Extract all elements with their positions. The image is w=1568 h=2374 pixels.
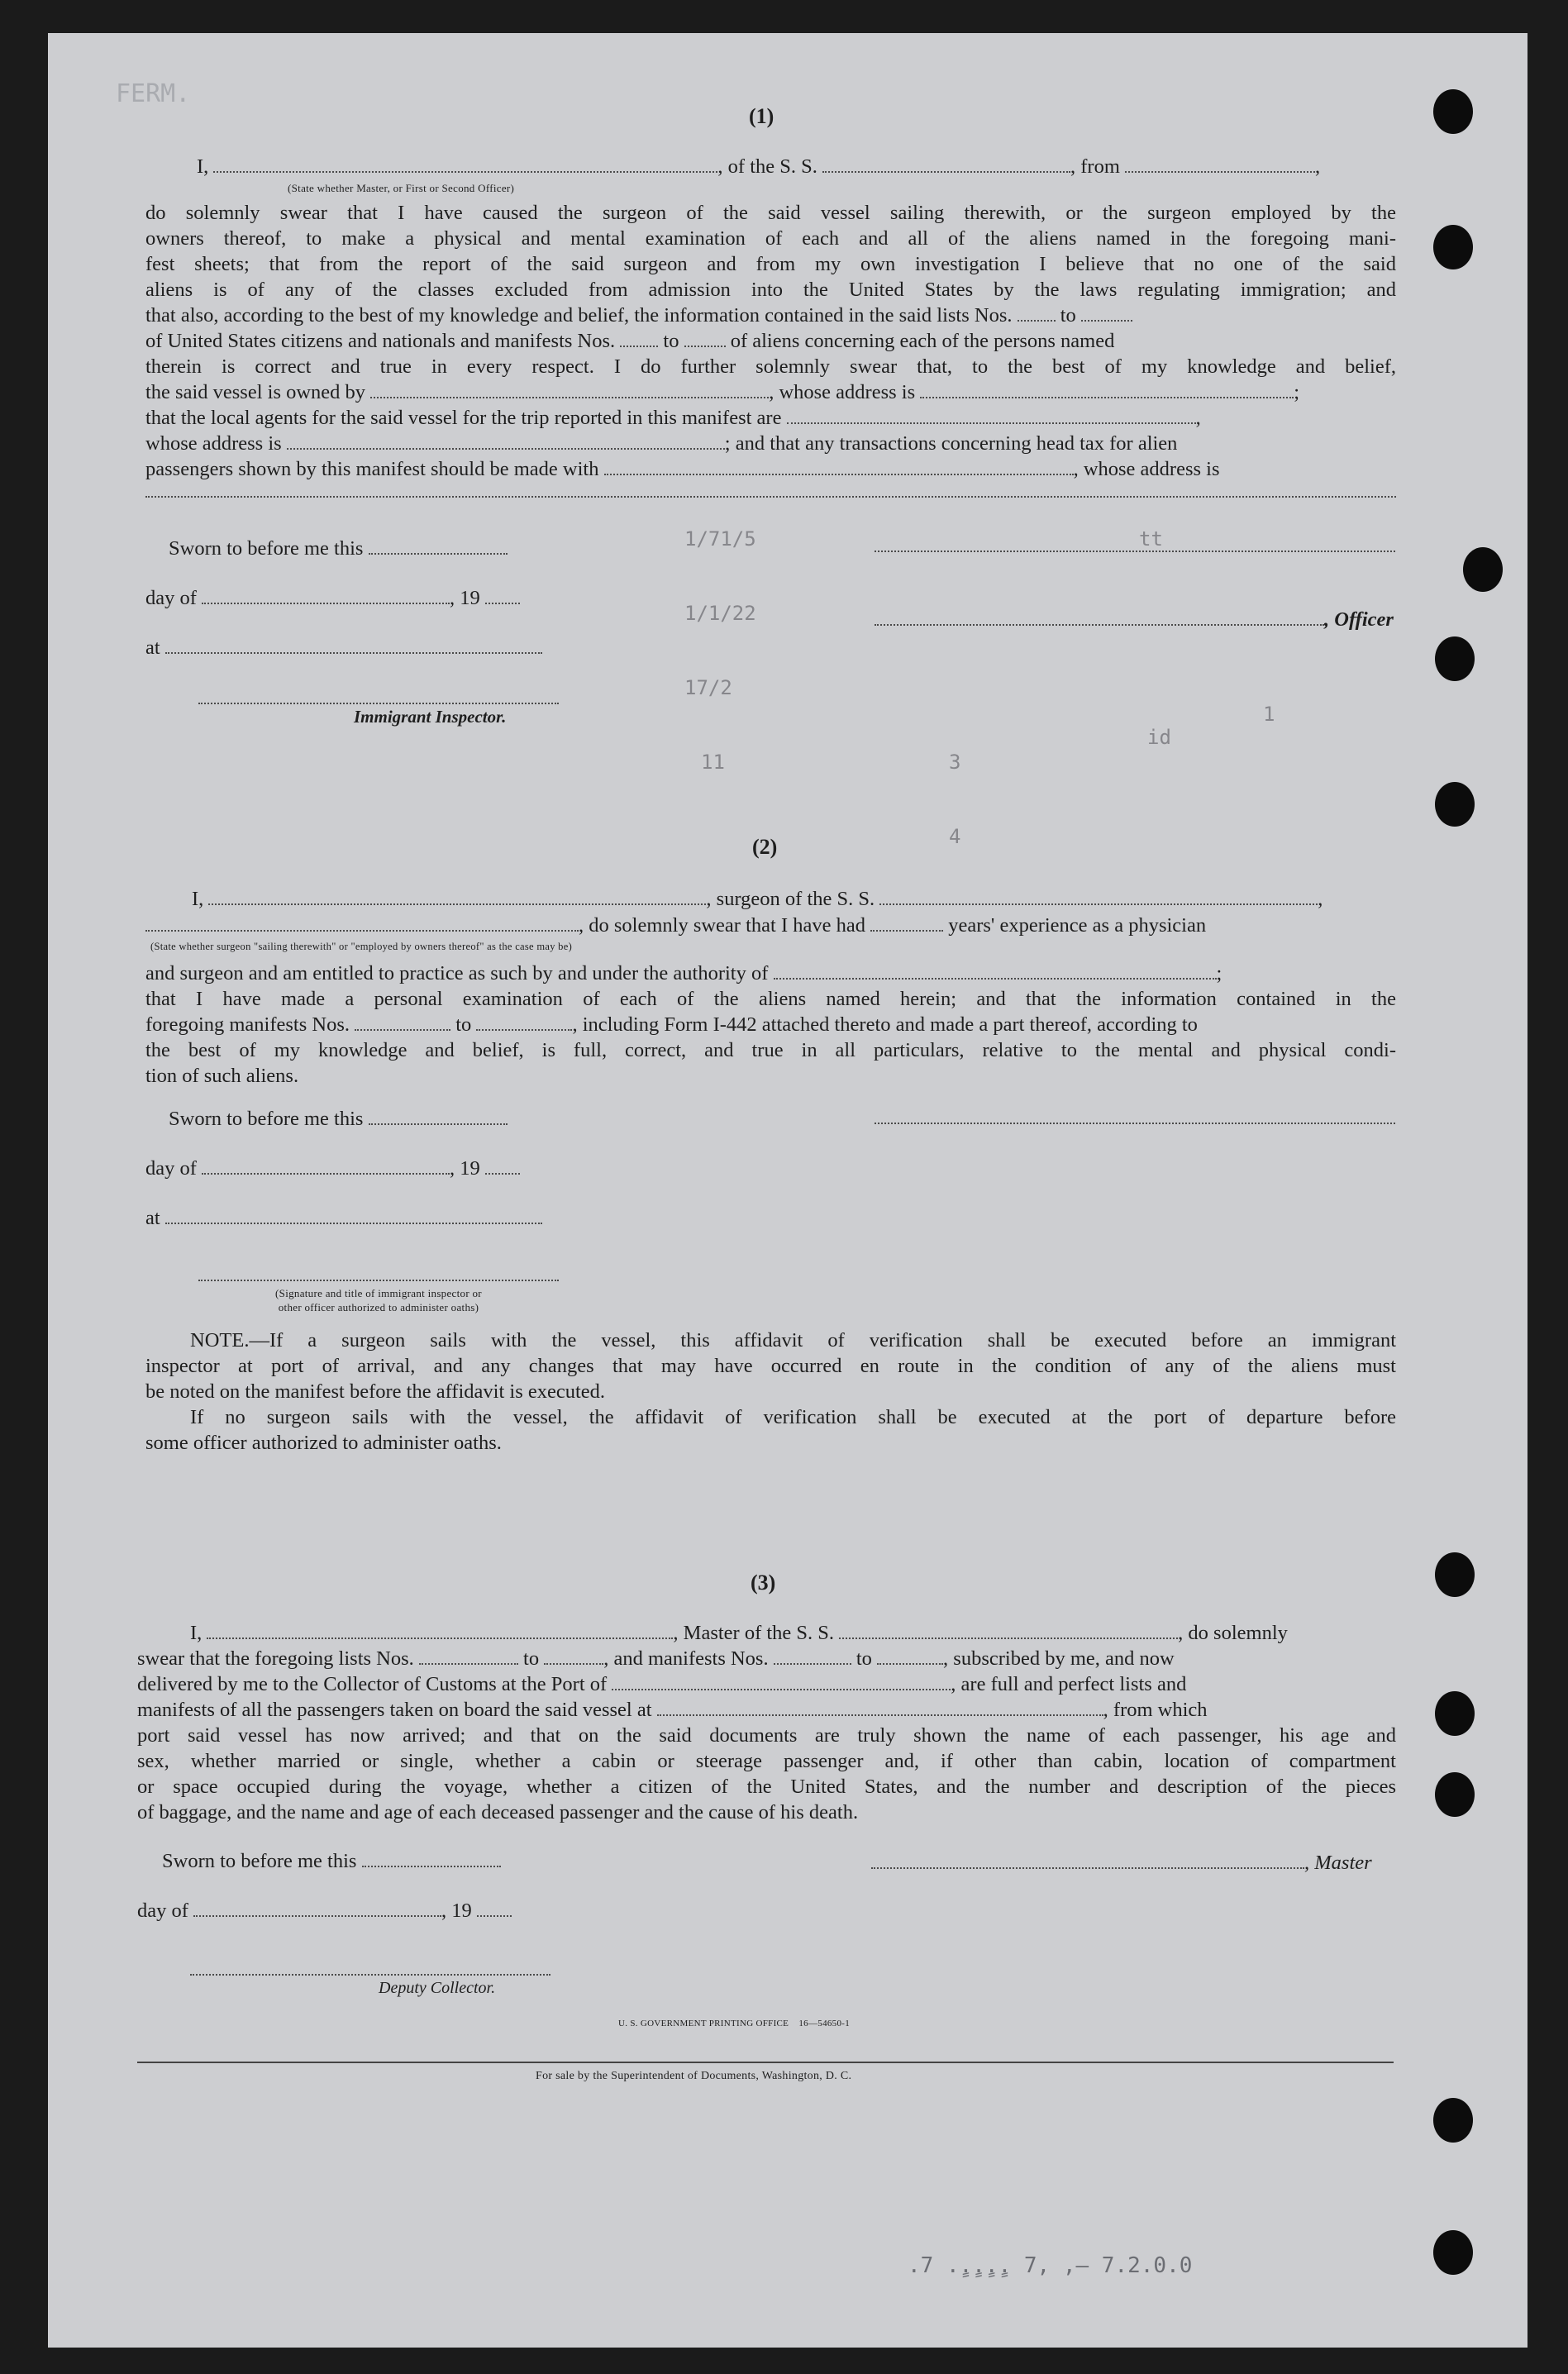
sworn-text: Sworn to before me this xyxy=(169,1108,364,1130)
binder-hole xyxy=(1433,89,1473,134)
years-field[interactable] xyxy=(870,913,943,932)
printer-imprint: U. S. GOVERNMENT PRINTING OFFICE 16—54650-1 xyxy=(618,2019,851,2028)
day-of-text: day of xyxy=(137,1900,188,1922)
handwritten-note: 11 xyxy=(701,751,725,774)
section-3-line-2 xyxy=(137,1646,1175,1671)
sworn-date-field[interactable] xyxy=(369,1107,508,1125)
paragraph-line: do solemnly swear that I have caused the surgeon of the said vessel sailing therewith, or the surgeon employed by the xyxy=(145,202,1396,224)
sale-notice: For sale by the Superintendent of Documents, Washington, D. C. xyxy=(536,2070,852,2082)
manifests-from-field[interactable] xyxy=(774,1647,851,1665)
sworn-line xyxy=(169,536,508,561)
comma: , xyxy=(1318,888,1323,910)
solemnly-text: , do solemnly swear that I have had xyxy=(579,914,865,937)
note-line: NOTE.—If a surgeon sails with the vessel, this affidavit of verification shall be executed before an immigrant xyxy=(190,1329,1396,1351)
footer-rule xyxy=(137,2062,1394,2063)
collector-text: delivered by me to the Collector of Customs at the Port of xyxy=(137,1673,608,1695)
paragraph-line: therein is correct and true in every respect. I do further solemnly swear that, to the best of my knowledge and belief, xyxy=(145,355,1396,378)
signature-caption xyxy=(198,1286,559,1314)
day-of-text: day of xyxy=(145,587,197,609)
section-3-line-1 xyxy=(190,1620,1288,1646)
bottom-stamp: .7 .ٍ.ٍ.ٍ.ٍ. 7, ,— 7.2.0.0 xyxy=(908,2253,1193,2278)
section-3-number: (3) xyxy=(751,1571,776,1595)
subscribed-text: , subscribed by me, and now xyxy=(943,1647,1175,1670)
comma: , xyxy=(1195,407,1201,429)
authority-field[interactable] xyxy=(774,961,1217,980)
passengers-text: passengers shown by this manifest should be made with xyxy=(145,458,599,480)
note-line: some officer authorized to administer oaths. xyxy=(145,1432,502,1454)
solemnly-text: , do solemnly xyxy=(1178,1622,1288,1644)
note-line: If no surgeon sails with the vessel, the affidavit of verification shall be executed at the port of departure before xyxy=(190,1406,1396,1428)
paragraph-line-lists xyxy=(145,303,1132,328)
section-2-number: (2) xyxy=(752,835,778,859)
day-of-line xyxy=(145,1156,520,1181)
manifests-text: foregoing manifests Nos. xyxy=(145,1013,350,1036)
note-line: inspector at port of arrival, and any changes that may have occurred en route in the condition of any of the aliens must xyxy=(145,1355,1396,1377)
whose-address-text: , whose address is xyxy=(1073,458,1220,480)
paragraph-line: that I have made a personal examination of each of the aliens named herein; and that the information contained in the xyxy=(145,988,1396,1010)
day-of-line xyxy=(137,1898,512,1924)
section-3-line-3 xyxy=(137,1671,1186,1697)
deputy-signature-line[interactable] xyxy=(190,1974,550,1976)
year-label: , 19 xyxy=(441,1900,472,1922)
surgeon-name-field[interactable] xyxy=(208,887,706,905)
whose-address-text: whose address is xyxy=(145,432,282,455)
year-field[interactable] xyxy=(485,1156,520,1175)
address-continuation-line[interactable] xyxy=(145,496,1396,498)
at-line xyxy=(145,635,542,660)
paragraph-line: of baggage, and the name and age of each deceased passenger and the cause of his death. xyxy=(137,1801,859,1823)
year-label: , 19 xyxy=(450,587,480,609)
inspector-signature-line[interactable] xyxy=(198,1280,559,1281)
surgeon-caption: (State whether surgeon "sailing therewith" or "employed by owners thereof" as the case may be) xyxy=(150,941,573,952)
note-line: be noted on the manifest before the affidavit is executed. xyxy=(145,1380,606,1403)
year-field[interactable] xyxy=(485,586,520,604)
handwritten-note: 17/2 xyxy=(684,676,732,699)
sworn-line xyxy=(169,1106,508,1132)
whose-address-text: , whose address is xyxy=(769,381,916,403)
to-label: to xyxy=(523,1647,540,1670)
lists-from-field[interactable] xyxy=(1018,303,1056,322)
place-field[interactable] xyxy=(165,1206,542,1224)
at-line xyxy=(145,1205,542,1231)
sworn-line xyxy=(162,1848,501,1874)
day-of-text: day of xyxy=(145,1157,197,1180)
at-text: at xyxy=(145,1207,160,1229)
month-field[interactable] xyxy=(202,586,450,604)
head-tax-text: ; and that any transactions concerning head tax for alien xyxy=(724,432,1178,455)
year-label: , 19 xyxy=(450,1157,480,1180)
manifests-text: of United States citizens and nationals and manifests Nos. xyxy=(145,330,616,352)
from-label: , from xyxy=(1070,155,1120,178)
year-field[interactable] xyxy=(477,1899,512,1917)
handwritten-note: id xyxy=(1147,726,1171,749)
paragraph-line: tion of such aliens. xyxy=(145,1065,299,1087)
handwritten-note: 4 xyxy=(949,825,961,848)
agents-address-field[interactable] xyxy=(287,431,725,450)
officer-caption: (State whether Master, or First or Second Officer) xyxy=(288,182,515,194)
binder-hole xyxy=(1435,1552,1475,1597)
master-signature-field[interactable] xyxy=(871,1851,1304,1869)
officer-signature-line xyxy=(875,607,1394,632)
lists-to-field[interactable] xyxy=(544,1647,603,1665)
paragraph-line: sex, whether married or single, whether a cabin or steerage passenger and, if other than cabin, location of compartment xyxy=(137,1750,1396,1772)
officer-signature-line-1[interactable] xyxy=(875,551,1395,552)
comma: , xyxy=(1315,155,1321,178)
agents-field[interactable] xyxy=(787,406,1196,424)
master-of-text: , Master of the S. S. xyxy=(673,1622,835,1644)
paragraph-line-passengers xyxy=(145,456,1220,482)
vessel-name-field[interactable] xyxy=(822,155,1070,173)
binder-hole xyxy=(1433,2098,1473,2143)
manifests-from-field[interactable] xyxy=(355,1013,450,1031)
lists-text: that also, according to the best of my knowledge and belief, the information contained in the said lists Nos. xyxy=(145,304,1013,327)
sworn-date-field[interactable] xyxy=(369,536,508,555)
surgeon-of-text: , surgeon of the S. S. xyxy=(706,888,875,910)
section-2-manifests xyxy=(145,1012,1198,1037)
signature-caption-line-1: (Signature and title of immigrant inspector or xyxy=(275,1287,482,1299)
manifests-to-field[interactable] xyxy=(877,1647,943,1665)
authority-text: and surgeon and am entitled to practice as such by and under the authority of xyxy=(145,962,769,984)
binder-hole xyxy=(1435,1691,1475,1736)
owner-address-field[interactable] xyxy=(920,380,1294,398)
owner-field[interactable] xyxy=(370,380,769,398)
master-vessel-field[interactable] xyxy=(839,1621,1178,1639)
i-label: I, xyxy=(190,1622,203,1644)
i-label: I, xyxy=(197,155,209,178)
paragraph-line: port said vessel has now arrived; and that on the said documents are truly shown the name of each passenger, his age and xyxy=(137,1724,1396,1747)
paragraph-line: aliens is of any of the classes excluded from admission into the United States by the laws regulating immigration; and xyxy=(145,279,1396,301)
month-field[interactable] xyxy=(202,1156,450,1175)
semicolon: ; xyxy=(1216,962,1222,984)
section-2-authority xyxy=(145,961,1222,986)
manifests-to-field[interactable] xyxy=(684,329,726,347)
section-2-line-1 xyxy=(192,886,1323,912)
paragraph-line-agents-address xyxy=(145,431,1177,456)
document-page xyxy=(48,33,1527,2348)
taken-on-board-text: manifests of all the passengers taken on board the said vessel at xyxy=(137,1699,652,1721)
to-label: to xyxy=(1060,304,1076,327)
paragraph-line: or space occupied during the voyage, whether a citizen of the United States, and the number and description of the pieces xyxy=(137,1776,1396,1798)
surgeon-vessel-field[interactable] xyxy=(879,887,1318,905)
years-experience-text: years' experience as a physician xyxy=(948,914,1207,937)
paragraph-line-manifests xyxy=(145,328,1114,354)
deputy-caption: Deputy Collector. xyxy=(379,1979,496,1997)
section-1-number: (1) xyxy=(749,104,774,128)
place-field[interactable] xyxy=(165,636,542,654)
handwritten-note: tt xyxy=(1139,527,1163,551)
at-text: at xyxy=(145,636,160,659)
handwritten-note: 1/71/5 xyxy=(684,527,756,551)
form-i442-text: , including Form I-442 attached thereto and made a part thereof, according to xyxy=(572,1013,1198,1036)
owned-by-text: the said vessel is owned by xyxy=(145,381,366,403)
to-label: to xyxy=(855,1647,872,1670)
lists-text: swear that the foregoing lists Nos. xyxy=(137,1647,414,1670)
i-label: I, xyxy=(192,888,204,910)
section-3-line-4 xyxy=(137,1697,1208,1723)
head-tax-party-field[interactable] xyxy=(604,457,1074,475)
handwritten-note: 3 xyxy=(949,751,961,774)
lists-from-field[interactable] xyxy=(419,1647,518,1665)
officer-signature-field[interactable] xyxy=(875,608,1324,626)
handwritten-note: 1 xyxy=(1263,703,1275,726)
surgeon-signature-line[interactable] xyxy=(875,1123,1395,1124)
agents-text: that the local agents for the said vessel for the trip reported in this manifest are xyxy=(145,407,782,429)
master-name-field[interactable] xyxy=(207,1621,673,1639)
handwritten-note: 1/1/22 xyxy=(684,602,756,625)
binder-hole xyxy=(1463,547,1503,592)
sworn-text: Sworn to before me this xyxy=(169,537,364,560)
surgeon-status-field[interactable] xyxy=(145,913,579,932)
paragraph-line-owner xyxy=(145,379,1299,405)
master-signature-line xyxy=(871,1850,1372,1876)
master-caption-text: , Master xyxy=(1304,1852,1372,1874)
sworn-text: Sworn to before me this xyxy=(162,1850,357,1872)
sworn-date-field[interactable] xyxy=(362,1849,501,1867)
from-which-text: , from which xyxy=(1103,1699,1208,1721)
section-2-line-2 xyxy=(145,913,1206,938)
officer-name-field[interactable] xyxy=(213,155,717,173)
port-field[interactable] xyxy=(612,1672,951,1690)
section-1-line-1 xyxy=(197,154,1320,179)
from-port-field[interactable] xyxy=(1125,155,1315,173)
full-lists-text: , are full and perfect lists and xyxy=(951,1673,1187,1695)
month-field[interactable] xyxy=(193,1899,441,1917)
paragraph-line: fest sheets; that from the report of the said surgeon and from my own investigation I believe that no one of the said xyxy=(145,253,1396,275)
binder-hole xyxy=(1435,782,1475,827)
inspector-caption: Immigrant Inspector. xyxy=(354,707,507,727)
binder-hole xyxy=(1433,225,1473,269)
day-of-line xyxy=(145,585,520,611)
departure-port-field[interactable] xyxy=(657,1698,1103,1716)
binder-hole xyxy=(1433,2230,1473,2275)
paragraph-line-agents xyxy=(145,405,1201,431)
semicolon: ; xyxy=(1294,381,1300,403)
aliens-text: of aliens concerning each of the persons named xyxy=(730,330,1115,352)
manifests-from-field[interactable] xyxy=(620,329,658,347)
manifests-text: , and manifests Nos. xyxy=(603,1647,769,1670)
binder-hole xyxy=(1435,636,1475,681)
officer-caption-text: , Officer xyxy=(1324,608,1394,631)
paragraph-line: owners thereof, to make a physical and mental examination of each and all of the aliens named in the foregoing mani- xyxy=(145,227,1396,250)
to-label: to xyxy=(663,330,679,352)
to-label: to xyxy=(455,1013,472,1036)
manifests-to-field[interactable] xyxy=(476,1013,572,1031)
ss-label: , of the S. S. xyxy=(717,155,817,178)
lists-to-field[interactable] xyxy=(1081,303,1132,322)
binder-hole xyxy=(1435,1772,1475,1817)
signature-caption-line-2: other officer authorized to administer oaths) xyxy=(278,1301,479,1313)
paragraph-line: the best of my knowledge and belief, is full, correct, and true in all particulars, relative to the mental and physical condi- xyxy=(145,1039,1396,1061)
corner-stamp: FERM. xyxy=(116,79,191,108)
